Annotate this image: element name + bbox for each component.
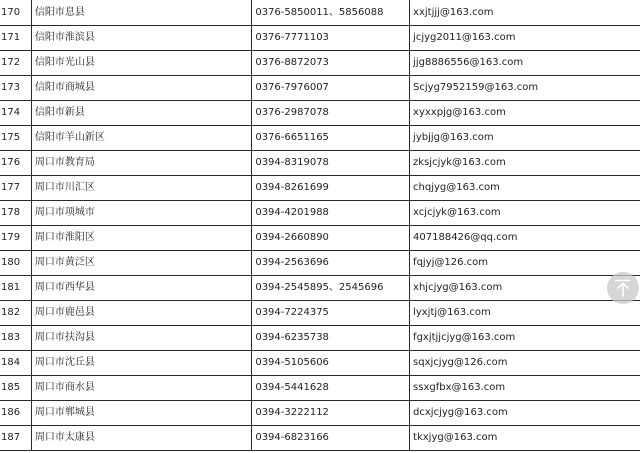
phone-number: 0394-2563696 [252,251,410,276]
table-row [0,151,640,176]
phone-number: 0394-2545895、2545696 [252,276,410,301]
phone-number: 0394-6823166 [252,426,410,451]
table-row [0,401,640,426]
area-name: 周口市项城市 [31,201,251,226]
phone-number: 0394-7224375 [252,301,410,326]
table-row [0,226,640,251]
phone-number: 0394-4201988 [252,201,410,226]
email-address: sqxjcjyg@126.com [410,351,640,376]
phone-number: 0394-2660890 [252,226,410,251]
area-name: 周口市淮阳区 [31,226,251,251]
area-name: 信阳市新县 [31,101,251,126]
row-number: 172 [0,51,31,76]
phone-number: 0376-7771103 [252,26,410,51]
row-number: 187 [0,426,31,451]
area-name: 周口市黄泛区 [31,251,251,276]
phone-number: 0376-7976007 [252,76,410,101]
row-number: 178 [0,201,31,226]
row-number: 173 [0,76,31,101]
back-to-top-button[interactable] [607,272,639,304]
table-row [0,426,640,451]
row-number: 170 [0,0,31,26]
area-name: 周口市沈丘县 [31,351,251,376]
area-name: 周口市商水县 [31,376,251,401]
email-address: zksjcjyk@163.com [410,151,640,176]
table-row [0,376,640,401]
table-row [0,201,640,226]
email-address: jjg8886556@163.com [410,51,640,76]
area-name: 周口市西华县 [31,276,251,301]
phone-number: 0394-5105606 [252,351,410,376]
row-number: 174 [0,101,31,126]
row-number: 176 [0,151,31,176]
row-number: 183 [0,326,31,351]
area-name: 周口市太康县 [31,426,251,451]
table-row [0,326,640,351]
row-number: 177 [0,176,31,201]
area-name: 周口市郸城县 [31,401,251,426]
row-number: 185 [0,376,31,401]
email-address: jybjjg@163.com [410,126,640,151]
email-address: fqjyj@126.com [410,251,640,276]
area-name: 信阳市商城县 [31,76,251,101]
area-name: 周口市川汇区 [31,176,251,201]
area-name: 信阳市光山县 [31,51,251,76]
row-number: 175 [0,126,31,151]
row-number: 180 [0,251,31,276]
email-address: lyxjtj@163.com [410,301,640,326]
area-name: 周口市扶沟县 [31,326,251,351]
email-address: tkxjyg@163.com [410,426,640,451]
email-address: xhjcjyg@163.com [410,276,640,301]
phone-number: 0394-8319078 [252,151,410,176]
phone-number: 0394-6235738 [252,326,410,351]
table-row [0,351,640,376]
email-address: 407188426@qq.com [410,226,640,251]
area-name: 信阳市淮滨县 [31,26,251,51]
area-name: 信阳市息县 [31,0,251,26]
email-address: xyxxpjg@163.com [410,101,640,126]
arrow-up-icon [614,279,632,297]
phone-number: 0376-8872073 [252,51,410,76]
table-row [0,276,640,301]
phone-number: 0394-5441628 [252,376,410,401]
table-row [0,126,640,151]
table-row [0,251,640,276]
row-number: 179 [0,226,31,251]
phone-number: 0376-2987078 [252,101,410,126]
email-address: ssxgfbx@163.com [410,376,640,401]
table-row [0,51,640,76]
phone-number: 0394-3222112 [252,401,410,426]
email-address: chqjyg@163.com [410,176,640,201]
phone-number: 0376-6651165 [252,126,410,151]
row-number: 182 [0,301,31,326]
row-number: 181 [0,276,31,301]
row-number: 171 [0,26,31,51]
phone-number: 0394-8261699 [252,176,410,201]
area-name: 信阳市羊山新区 [31,126,251,151]
email-address: Scjyg7952159@163.com [410,76,640,101]
area-name: 周口市教育局 [31,151,251,176]
table-row [0,176,640,201]
area-name: 周口市鹿邑县 [31,301,251,326]
table-row [0,301,640,326]
row-number: 184 [0,351,31,376]
table-row [0,101,640,126]
email-address: jcjyg2011@163.com [410,26,640,51]
email-address: dcxjcjyg@163.com [410,401,640,426]
email-address: xxjtjjj@163.com [410,0,640,26]
row-number: 186 [0,401,31,426]
phone-number: 0376-5850011、5856088 [252,0,410,26]
email-address: fgxjtjjcjyg@163.com [410,326,640,351]
table-row [0,76,640,101]
table-row [0,26,640,51]
table-row [0,0,640,26]
email-address: xcjcjyk@163.com [410,201,640,226]
